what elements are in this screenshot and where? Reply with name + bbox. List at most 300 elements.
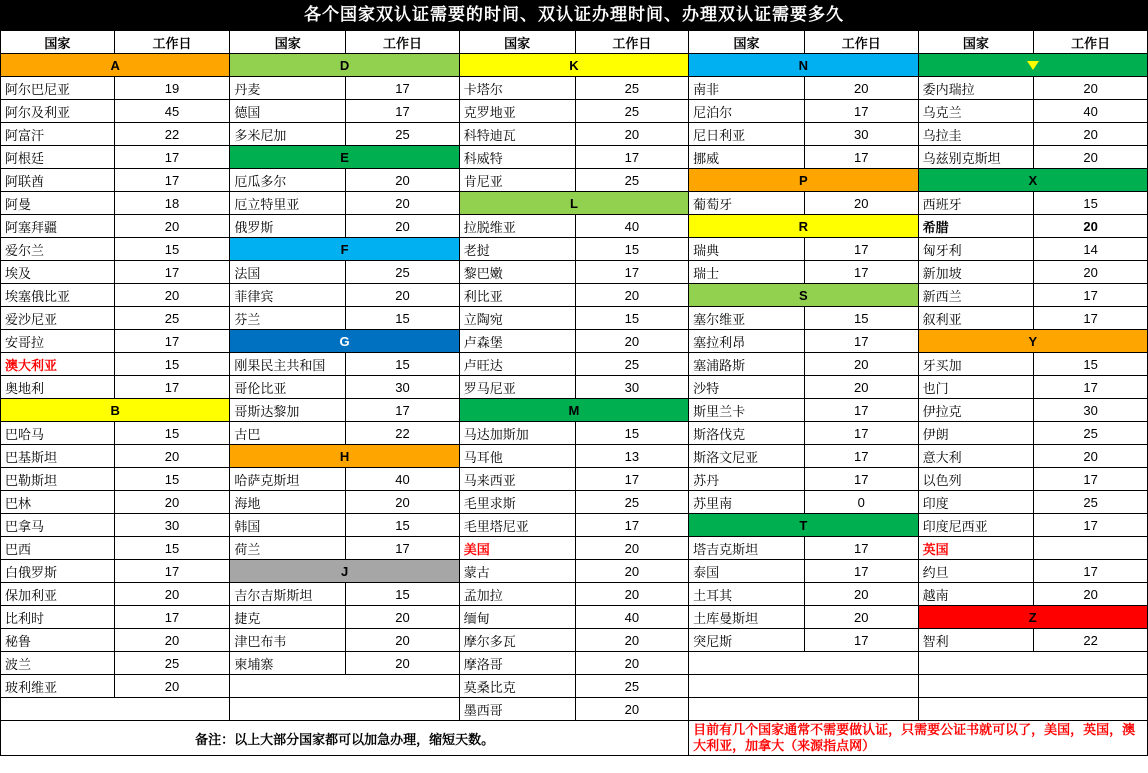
working-days-cell: 20 (575, 698, 689, 721)
country-name-cell: 捷克 (230, 606, 346, 629)
working-days-cell: 17 (114, 376, 230, 399)
working-days-cell: 20 (575, 123, 689, 146)
country-name-cell: 阿尔巴尼亚 (1, 77, 115, 100)
table-row (1, 422, 1148, 445)
letter-group-header: Z (918, 606, 1147, 629)
country-name-cell: 多米尼加 (230, 123, 346, 146)
letter-group-header: N (689, 54, 918, 77)
working-days-cell: 17 (114, 606, 230, 629)
working-days-cell: 40 (575, 606, 689, 629)
working-days-cell: 20 (1034, 146, 1148, 169)
country-name-cell: 德国 (230, 100, 346, 123)
country-name-cell: 罗马尼亚 (459, 376, 575, 399)
working-days-cell: 15 (346, 353, 460, 376)
country-name-cell: 巴西 (1, 537, 115, 560)
working-days-cell: 20 (346, 169, 460, 192)
footer-row (1, 721, 1148, 756)
empty-cell (918, 652, 1147, 675)
working-days-cell: 20 (1034, 77, 1148, 100)
header-days: 工作日 (575, 31, 689, 54)
working-days-cell: 14 (1034, 238, 1148, 261)
country-name-cell: 柬埔寨 (230, 652, 346, 675)
header-days: 工作日 (114, 31, 230, 54)
country-name-cell: 阿富汗 (1, 123, 115, 146)
working-days-cell: 13 (575, 445, 689, 468)
country-name-cell: 智利 (918, 629, 1034, 652)
working-days-cell: 17 (575, 468, 689, 491)
header-days: 工作日 (804, 31, 918, 54)
header-country: 国家 (459, 31, 575, 54)
working-days-cell: 17 (804, 629, 918, 652)
empty-cell (689, 675, 918, 698)
working-days-cell: 17 (346, 537, 460, 560)
letter-group-header: E (230, 146, 459, 169)
country-name-cell: 芬兰 (230, 307, 346, 330)
working-days-cell: 17 (804, 399, 918, 422)
country-name-cell: 波兰 (1, 652, 115, 675)
country-name-cell: 蒙古 (459, 560, 575, 583)
working-days-cell: 17 (804, 238, 918, 261)
working-days-cell: 15 (1034, 353, 1148, 376)
country-name-cell: 比利时 (1, 606, 115, 629)
letter-group-header: D (230, 54, 459, 77)
country-name-cell: 菲律宾 (230, 284, 346, 307)
country-name-cell: 尼日利亚 (689, 123, 805, 146)
working-days-cell: 20 (346, 491, 460, 514)
table-row (1, 399, 1148, 422)
empty-cell (689, 652, 918, 675)
country-name-cell: 秘鲁 (1, 629, 115, 652)
header-days: 工作日 (346, 31, 460, 54)
letter-group-header: Y (918, 330, 1147, 353)
country-name-cell: 韩国 (230, 514, 346, 537)
working-days-cell: 40 (1034, 100, 1148, 123)
country-name-cell: 伊朗 (918, 422, 1034, 445)
country-name-cell: 阿联酋 (1, 169, 115, 192)
country-name-cell: 以色列 (918, 468, 1034, 491)
triangle-down-icon (1027, 61, 1039, 70)
letter-group-header: A (1, 54, 230, 77)
country-name-cell: 缅甸 (459, 606, 575, 629)
table-row (1, 353, 1148, 376)
working-days-cell: 20 (804, 376, 918, 399)
empty-cell (230, 675, 459, 698)
working-days-cell: 25 (1034, 422, 1148, 445)
empty-cell (230, 698, 459, 721)
working-days-cell: 17 (804, 422, 918, 445)
working-days-cell: 17 (804, 537, 918, 560)
country-name-cell: 埃及 (1, 261, 115, 284)
country-name-cell: 玻利维亚 (1, 675, 115, 698)
country-name-cell: 厄瓜多尔 (230, 169, 346, 192)
working-days-cell: 20 (575, 330, 689, 353)
working-days-cell: 17 (804, 560, 918, 583)
working-days-cell: 20 (575, 537, 689, 560)
working-days-cell: 17 (346, 77, 460, 100)
working-days-cell: 17 (575, 146, 689, 169)
table-row (1, 330, 1148, 353)
letter-group-header: R (689, 215, 918, 238)
working-days-cell: 20 (804, 192, 918, 215)
country-name-cell: 澳大利亚 (1, 353, 115, 376)
working-days-cell: 20 (575, 652, 689, 675)
working-days-cell: 20 (114, 491, 230, 514)
country-name-cell: 越南 (918, 583, 1034, 606)
country-name-cell: 爱沙尼亚 (1, 307, 115, 330)
country-name-cell: 保加利亚 (1, 583, 115, 606)
table-row (1, 698, 1148, 721)
footer-red-note: 目前有几个国家通常不需要做认证，只需要公证书就可以了，美国，英国，澳大利亚，加拿大（来源指点网） (689, 721, 1148, 756)
working-days-cell: 30 (346, 376, 460, 399)
country-name-cell: 拉脱维亚 (459, 215, 575, 238)
country-name-cell: 塔吉克斯坦 (689, 537, 805, 560)
country-name-cell: 厄立特里亚 (230, 192, 346, 215)
country-name-cell: 摩洛哥 (459, 652, 575, 675)
working-days-cell: 17 (575, 514, 689, 537)
country-name-cell: 海地 (230, 491, 346, 514)
working-days-cell: 15 (575, 307, 689, 330)
working-days-cell: 15 (114, 468, 230, 491)
working-days-cell: 30 (804, 123, 918, 146)
empty-cell (1, 698, 230, 721)
country-name-cell: 毛里求斯 (459, 491, 575, 514)
working-days-cell: 20 (575, 583, 689, 606)
table-row (1, 123, 1148, 146)
empty-cell (689, 698, 918, 721)
working-days-cell: 15 (114, 353, 230, 376)
letter-group-header: J (230, 560, 459, 583)
country-name-cell: 立陶宛 (459, 307, 575, 330)
working-days-cell: 17 (114, 560, 230, 583)
working-days-cell: 30 (114, 514, 230, 537)
working-days-cell: 25 (575, 491, 689, 514)
working-days-cell: 15 (346, 583, 460, 606)
table-row (1, 629, 1148, 652)
working-days-cell: 17 (1034, 307, 1148, 330)
working-days-cell: 20 (804, 606, 918, 629)
working-days-cell: 17 (804, 100, 918, 123)
working-days-cell: 40 (575, 215, 689, 238)
country-name-cell: 白俄罗斯 (1, 560, 115, 583)
working-days-cell: 20 (114, 215, 230, 238)
working-days-cell: 20 (1034, 261, 1148, 284)
country-name-cell: 尼泊尔 (689, 100, 805, 123)
working-days-cell: 15 (575, 238, 689, 261)
working-days-cell (1034, 537, 1148, 560)
working-days-cell: 25 (346, 123, 460, 146)
working-days-cell: 17 (1034, 514, 1148, 537)
working-days-cell: 22 (114, 123, 230, 146)
working-days-cell: 15 (114, 537, 230, 560)
table-row (1, 307, 1148, 330)
country-name-cell: 阿尔及利亚 (1, 100, 115, 123)
working-days-cell: 20 (575, 629, 689, 652)
country-name-cell: 新加坡 (918, 261, 1034, 284)
page-title: 各个国家双认证需要的时间、双认证办理时间、办理双认证需要多久 (0, 0, 1148, 30)
table-row (1, 54, 1148, 77)
country-name-cell: 英国 (918, 537, 1034, 560)
working-days-cell: 17 (804, 146, 918, 169)
working-days-cell: 15 (575, 422, 689, 445)
table-row (1, 491, 1148, 514)
header-country: 国家 (689, 31, 805, 54)
working-days-cell: 17 (575, 261, 689, 284)
working-days-cell: 20 (114, 445, 230, 468)
table-row (1, 238, 1148, 261)
country-name-cell: 毛里塔尼亚 (459, 514, 575, 537)
table-row (1, 537, 1148, 560)
table-row (1, 675, 1148, 698)
table-row (1, 261, 1148, 284)
working-days-cell: 20 (346, 215, 460, 238)
table-row (1, 652, 1148, 675)
country-name-cell: 孟加拉 (459, 583, 575, 606)
country-name-cell: 印度尼西亚 (918, 514, 1034, 537)
table-row (1, 514, 1148, 537)
country-name-cell: 巴勒斯坦 (1, 468, 115, 491)
working-days-cell: 25 (346, 261, 460, 284)
country-name-cell: 塞浦路斯 (689, 353, 805, 376)
table-row (1, 215, 1148, 238)
working-days-cell: 17 (114, 261, 230, 284)
working-days-cell: 17 (1034, 560, 1148, 583)
table-row (1, 445, 1148, 468)
country-name-cell: 黎巴嫩 (459, 261, 575, 284)
working-days-cell: 25 (575, 77, 689, 100)
working-days-cell: 25 (1034, 491, 1148, 514)
working-days-cell: 20 (114, 583, 230, 606)
country-name-cell: 意大利 (918, 445, 1034, 468)
country-name-cell: 利比亚 (459, 284, 575, 307)
working-days-cell: 22 (346, 422, 460, 445)
country-name-cell: 南非 (689, 77, 805, 100)
working-days-cell: 20 (575, 284, 689, 307)
letter-group-header: P (689, 169, 918, 192)
country-name-cell: 老挝 (459, 238, 575, 261)
country-name-cell: 乌克兰 (918, 100, 1034, 123)
country-name-cell: 荷兰 (230, 537, 346, 560)
country-name-cell: 突尼斯 (689, 629, 805, 652)
working-days-cell: 17 (114, 146, 230, 169)
working-days-cell: 20 (114, 675, 230, 698)
working-days-cell: 0 (804, 491, 918, 514)
working-days-cell: 20 (1034, 583, 1148, 606)
country-name-cell: 克罗地亚 (459, 100, 575, 123)
working-days-cell: 22 (1034, 629, 1148, 652)
working-days-cell: 20 (346, 652, 460, 675)
country-name-cell: 俄罗斯 (230, 215, 346, 238)
country-name-cell: 安哥拉 (1, 330, 115, 353)
working-days-cell: 17 (1034, 468, 1148, 491)
country-name-cell: 土库曼斯坦 (689, 606, 805, 629)
country-name-cell: 卡塔尔 (459, 77, 575, 100)
table-row (1, 100, 1148, 123)
working-days-cell: 17 (346, 100, 460, 123)
country-name-cell: 马来西亚 (459, 468, 575, 491)
working-days-cell: 15 (114, 422, 230, 445)
country-name-cell: 卢森堡 (459, 330, 575, 353)
footer-note: 备注：以上大部分国家都可以加急办理，缩短天数。 (1, 721, 689, 756)
table-row (1, 376, 1148, 399)
country-name-cell: 摩尔多瓦 (459, 629, 575, 652)
country-name-cell: 叙利亚 (918, 307, 1034, 330)
table-row (1, 606, 1148, 629)
letter-group-header: X (918, 169, 1147, 192)
country-name-cell: 哈萨克斯坦 (230, 468, 346, 491)
country-name-cell: 法国 (230, 261, 346, 284)
country-name-cell: 瑞士 (689, 261, 805, 284)
working-days-cell: 30 (575, 376, 689, 399)
working-days-cell: 30 (1034, 399, 1148, 422)
letter-group-header: M (459, 399, 688, 422)
working-days-cell: 20 (804, 583, 918, 606)
country-name-cell: 莫桑比克 (459, 675, 575, 698)
country-name-cell: 墨西哥 (459, 698, 575, 721)
country-name-cell: 刚果民主共和国 (230, 353, 346, 376)
table-row (1, 169, 1148, 192)
working-days-cell: 15 (804, 307, 918, 330)
country-name-cell: 印度 (918, 491, 1034, 514)
working-days-cell: 20 (1034, 123, 1148, 146)
working-days-cell: 20 (114, 284, 230, 307)
country-name-cell: 马耳他 (459, 445, 575, 468)
table-row (1, 583, 1148, 606)
country-name-cell: 斯里兰卡 (689, 399, 805, 422)
table-row (1, 468, 1148, 491)
working-days-cell: 40 (346, 468, 460, 491)
letter-group-header (918, 54, 1147, 77)
country-name-cell: 乌兹别克斯坦 (918, 146, 1034, 169)
country-name-cell: 巴基斯坦 (1, 445, 115, 468)
letter-group-header: G (230, 330, 459, 353)
working-days-cell: 20 (575, 560, 689, 583)
country-name-cell: 泰国 (689, 560, 805, 583)
header-country: 国家 (918, 31, 1034, 54)
working-days-cell: 20 (346, 284, 460, 307)
working-days-cell: 15 (1034, 192, 1148, 215)
working-days-cell: 25 (114, 307, 230, 330)
letter-group-header: K (459, 54, 688, 77)
country-name-cell: 肯尼亚 (459, 169, 575, 192)
working-days-cell: 17 (114, 330, 230, 353)
country-name-cell: 沙特 (689, 376, 805, 399)
working-days-cell: 20 (804, 353, 918, 376)
country-name-cell: 塞尔维亚 (689, 307, 805, 330)
header-days: 工作日 (1034, 31, 1148, 54)
country-name-cell: 挪威 (689, 146, 805, 169)
country-name-cell: 阿根廷 (1, 146, 115, 169)
working-days-cell: 17 (114, 169, 230, 192)
country-name-cell: 爱尔兰 (1, 238, 115, 261)
country-name-cell: 西班牙 (918, 192, 1034, 215)
working-days-cell: 25 (114, 652, 230, 675)
country-name-cell: 津巴布韦 (230, 629, 346, 652)
table-row (1, 284, 1148, 307)
country-name-cell: 约旦 (918, 560, 1034, 583)
country-name-cell: 哥斯达黎加 (230, 399, 346, 422)
country-name-cell: 瑞典 (689, 238, 805, 261)
country-name-cell: 也门 (918, 376, 1034, 399)
working-days-cell: 20 (1034, 215, 1148, 238)
header-country: 国家 (230, 31, 346, 54)
country-name-cell: 丹麦 (230, 77, 346, 100)
working-days-cell: 18 (114, 192, 230, 215)
country-name-cell: 塞拉利昂 (689, 330, 805, 353)
country-name-cell: 卢旺达 (459, 353, 575, 376)
country-days-table (0, 30, 1148, 756)
country-name-cell: 美国 (459, 537, 575, 560)
working-days-cell: 15 (346, 514, 460, 537)
country-name-cell: 伊拉克 (918, 399, 1034, 422)
country-name-cell: 巴拿马 (1, 514, 115, 537)
country-name-cell: 古巴 (230, 422, 346, 445)
working-days-cell: 15 (346, 307, 460, 330)
country-name-cell: 斯洛文尼亚 (689, 445, 805, 468)
country-name-cell: 埃塞俄比亚 (1, 284, 115, 307)
working-days-cell: 20 (346, 606, 460, 629)
country-name-cell: 阿塞拜疆 (1, 215, 115, 238)
table-row (1, 560, 1148, 583)
working-days-cell: 20 (804, 77, 918, 100)
working-days-cell: 45 (114, 100, 230, 123)
working-days-cell: 19 (114, 77, 230, 100)
working-days-cell: 25 (575, 100, 689, 123)
working-days-cell: 20 (346, 192, 460, 215)
working-days-cell: 20 (114, 629, 230, 652)
table-row (1, 146, 1148, 169)
country-name-cell: 哥伦比亚 (230, 376, 346, 399)
table-header-row (1, 31, 1148, 54)
working-days-cell: 17 (1034, 284, 1148, 307)
country-name-cell: 吉尔吉斯斯坦 (230, 583, 346, 606)
country-name-cell: 牙买加 (918, 353, 1034, 376)
letter-group-header: L (459, 192, 688, 215)
working-days-cell: 20 (1034, 445, 1148, 468)
country-name-cell: 科特迪瓦 (459, 123, 575, 146)
country-name-cell: 土耳其 (689, 583, 805, 606)
working-days-cell: 17 (1034, 376, 1148, 399)
working-days-cell: 25 (575, 675, 689, 698)
country-name-cell: 苏丹 (689, 468, 805, 491)
country-name-cell: 巴林 (1, 491, 115, 514)
country-name-cell: 新西兰 (918, 284, 1034, 307)
letter-group-header: B (1, 399, 230, 422)
country-name-cell: 马达加斯加 (459, 422, 575, 445)
table-row (1, 192, 1148, 215)
country-name-cell: 巴哈马 (1, 422, 115, 445)
letter-group-header: F (230, 238, 459, 261)
working-days-cell: 20 (346, 629, 460, 652)
working-days-cell: 25 (575, 353, 689, 376)
country-name-cell: 希腊 (918, 215, 1034, 238)
country-name-cell: 乌拉圭 (918, 123, 1034, 146)
letter-group-header: S (689, 284, 918, 307)
table-row (1, 77, 1148, 100)
working-days-cell: 17 (804, 330, 918, 353)
empty-cell (918, 698, 1147, 721)
working-days-cell: 25 (575, 169, 689, 192)
country-name-cell: 斯洛伐克 (689, 422, 805, 445)
empty-cell (918, 675, 1147, 698)
working-days-cell: 17 (804, 261, 918, 284)
country-name-cell: 阿曼 (1, 192, 115, 215)
country-name-cell: 奥地利 (1, 376, 115, 399)
working-days-cell: 17 (804, 468, 918, 491)
letter-group-header: T (689, 514, 918, 537)
header-country: 国家 (1, 31, 115, 54)
letter-group-header: H (230, 445, 459, 468)
country-name-cell: 科威特 (459, 146, 575, 169)
